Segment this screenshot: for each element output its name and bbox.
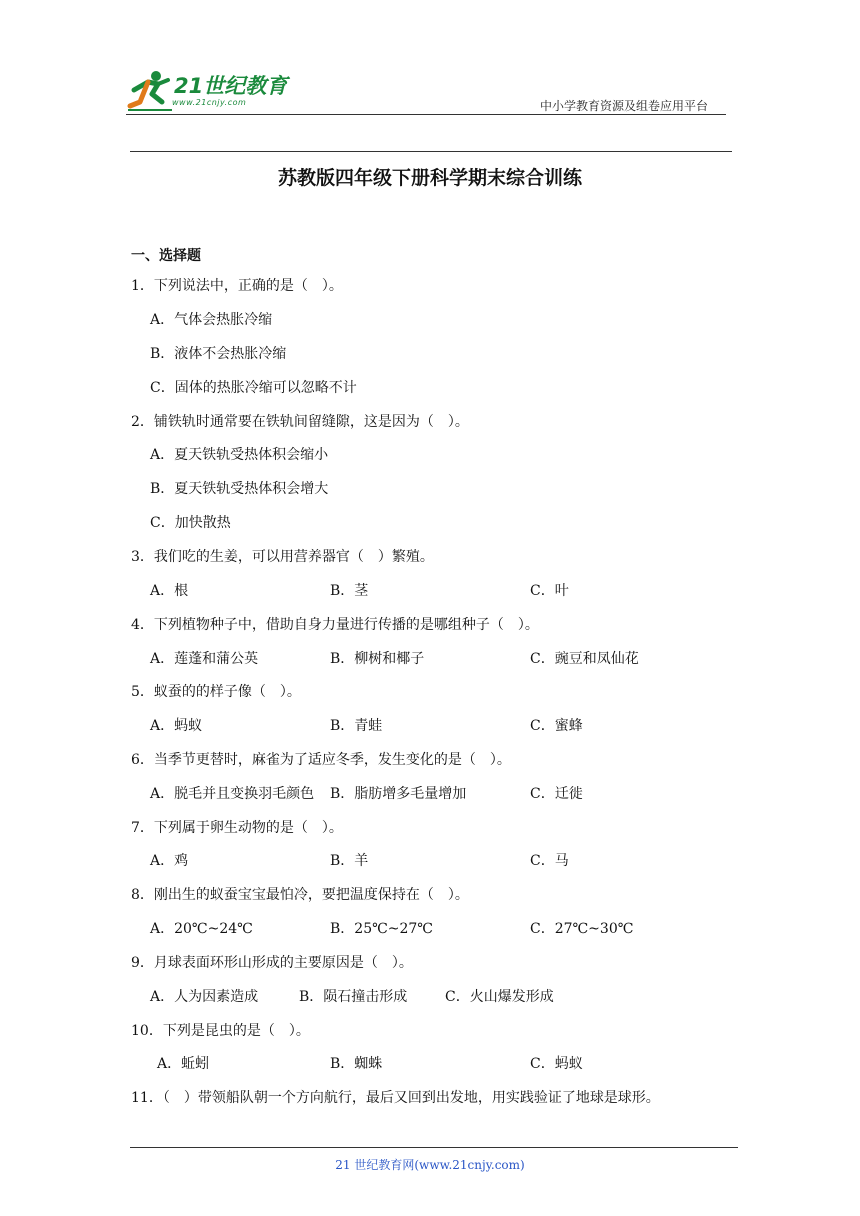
- question-stem: 1．下列说法中，正确的是（ ）。: [131, 278, 343, 294]
- option-c[interactable]: C．马: [530, 853, 569, 869]
- option-c[interactable]: C．火山爆发形成: [445, 989, 554, 1005]
- question-stem: 9．月球表面环形山形成的主要原因是（ ）。: [131, 955, 413, 971]
- logo-text: 21世纪教育: [174, 74, 288, 98]
- section-heading: 一、选择题: [131, 248, 201, 264]
- option-c[interactable]: C．迁徙: [530, 786, 583, 802]
- header-divider: [126, 114, 726, 115]
- question-stem: 2．铺铁轨时通常要在铁轨间留缝隙，这是因为（ ）。: [131, 414, 469, 430]
- option-b[interactable]: B．夏天铁轨受热体积会增大: [150, 481, 329, 497]
- option-b[interactable]: B．柳树和椰子: [330, 651, 425, 667]
- title-divider: [130, 151, 732, 152]
- option-b[interactable]: B．液体不会热胀冷缩: [150, 346, 287, 362]
- page-title: 苏教版四年级下册科学期末综合训练: [277, 167, 582, 189]
- option-a[interactable]: A．蚂蚁: [150, 718, 203, 734]
- question-stem: 10．下列是昆虫的是（ ）。: [131, 1023, 310, 1039]
- option-a[interactable]: A．根: [150, 583, 189, 599]
- option-b[interactable]: B．脂肪增多毛量增加: [330, 786, 467, 802]
- question-stem: 11．（ ）带领船队朝一个方向航行，最后又回到出发地，用实践验证了地球是球形。: [131, 1090, 660, 1106]
- option-a[interactable]: A．20℃~24℃: [150, 921, 253, 937]
- question-stem: 5．蚁蚕的的样子像（ ）。: [131, 684, 301, 700]
- option-a[interactable]: A．人为因素造成: [150, 989, 259, 1005]
- option-b[interactable]: B．茎: [330, 583, 369, 599]
- option-b[interactable]: B．25℃~27℃: [330, 921, 433, 937]
- question-stem: 4．下列植物种子中，借助自身力量进行传播的是哪组种子（ ）。: [131, 617, 539, 633]
- question-stem: 7．下列属于卵生动物的是（ ）。: [131, 820, 343, 836]
- option-c[interactable]: C．加快散热: [150, 515, 231, 531]
- option-b[interactable]: B．青蛙: [330, 718, 383, 734]
- option-b[interactable]: B．羊: [330, 853, 369, 869]
- option-c[interactable]: C．固体的热胀冷缩可以忽略不计: [150, 380, 357, 396]
- option-c[interactable]: C．叶: [530, 583, 569, 599]
- option-c[interactable]: C．蚂蚁: [530, 1056, 583, 1072]
- option-c[interactable]: C．27℃~30℃: [530, 921, 634, 937]
- option-a[interactable]: A．莲蓬和蒲公英: [150, 651, 259, 667]
- option-a[interactable]: A．脱毛并且变换羽毛颜色: [150, 786, 315, 802]
- question-stem: 6．当季节更替时，麻雀为了适应冬季，发生变化的是（ ）。: [131, 752, 511, 768]
- logo-url: www.21cnjy.com: [172, 98, 247, 107]
- option-a[interactable]: A．蚯蚓: [157, 1056, 210, 1072]
- runner-logo-icon: [126, 68, 174, 114]
- option-a[interactable]: A．夏天铁轨受热体积会缩小: [150, 447, 329, 463]
- footer-divider: [130, 1147, 738, 1148]
- footer-link[interactable]: 21 世纪教育网(www.21cnjy.com): [335, 1158, 525, 1172]
- option-c[interactable]: C．豌豆和凤仙花: [530, 651, 639, 667]
- option-c[interactable]: C．蜜蜂: [530, 718, 583, 734]
- question-stem: 8．刚出生的蚁蚕宝宝最怕冷，要把温度保持在（ ）。: [131, 887, 469, 903]
- option-a[interactable]: A．鸡: [150, 853, 189, 869]
- question-stem: 3．我们吃的生姜，可以用营养器官（ ）繁殖。: [131, 549, 434, 565]
- option-b[interactable]: B．陨石撞击形成: [299, 989, 408, 1005]
- logo: [126, 68, 296, 114]
- platform-label: 中小学教育资源及组卷应用平台: [540, 99, 709, 113]
- option-a[interactable]: A．气体会热胀冷缩: [150, 312, 273, 328]
- option-b[interactable]: B．蜘蛛: [330, 1056, 383, 1072]
